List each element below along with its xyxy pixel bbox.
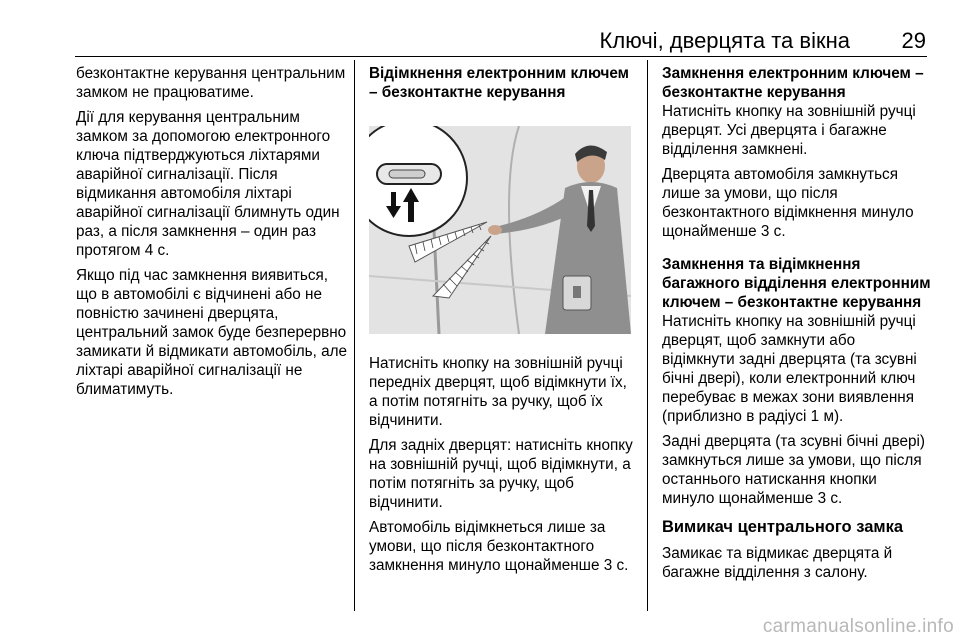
col3-paragraph-5: Замикає та відмикає дверцята й багажне відділення з салону. — [662, 545, 893, 581]
col2-paragraph-1: Натисніть кнопку на зовнішній ручці передніх дверцят, щоб відімкнути їх, а потім потягніть за ручку, щоб їх відчинити. — [369, 355, 627, 429]
col1-paragraph-3: Якщо під час замкнення виявиться, що в автомобілі є відчинені або не повністю зачинені дверцята, центральний замок буде безперервно замикати й відмикати автомобіль, але ліхтарі аварійної сигналізації не блиматимуть. — [76, 267, 348, 398]
header-rule — [75, 56, 927, 57]
column-3 — [662, 64, 932, 588]
column-divider-2 — [647, 60, 648, 611]
keyless-unlock-illustration — [369, 126, 631, 334]
col3-heading-2: Замкнення та відімкнення багажного відділення електронним ключем – безконтактне керування — [662, 256, 931, 311]
col3-heading-1: Замкнення електронним ключем – безконтактне керування — [662, 65, 924, 101]
column-divider-1 — [354, 60, 355, 611]
col3-paragraph-1: Натисніть кнопку на зовнішній ручці дверцят. Усі дверцята і багажне відділення замкнені. — [662, 103, 916, 158]
col3-heading-3: Вимикач центрального замка — [662, 518, 904, 536]
col2-heading: Відімкнення електронним ключем – безконтактне керування — [369, 65, 629, 101]
watermark: carmanualsonline.info — [762, 616, 954, 637]
door-handle-person-illustration — [369, 126, 631, 334]
col3-paragraph-4: Задні дверцята (та зсувні бічні двері) замкнуться лише за умови, що після останнього натискання кнопки минуло щонайменше 3 с. — [662, 433, 925, 507]
column-2 — [369, 64, 637, 581]
page-header — [0, 0, 960, 60]
page-title: Ключі, дверцята та вікна — [599, 28, 850, 53]
column-1 — [76, 64, 348, 405]
col3-paragraph-2: Дверцята автомобіля замкнуться лише за умови, що після безконтактного відімкнення минуло щонайменше 3 с. — [662, 166, 914, 240]
col2-paragraph-3: Автомобіль відімкнеться лише за умови, що після безконтактного замкнення минуло щонайменше 3 с. — [369, 519, 629, 574]
col2-paragraph-2: Для задніх дверцят: натисніть кнопку на зовнішній ручці, щоб відімкнути, а потім потягніть за ручку, щоб відчинити. — [369, 437, 633, 511]
page-number: 29 — [901, 28, 926, 53]
col1-paragraph-2: Дії для керування центральним замком за допомогою електронного ключа підтверджуються ліхтарями аварійної сигналізації. Після відмикання автомобіля ліхтарі аварійної сигналізації блимнуть один раз, а після замкнення – один раз протягом 4 с. — [76, 109, 340, 259]
col1-paragraph-1: безконтактне керування центральним замком не працюватиме. — [76, 65, 346, 101]
col3-paragraph-3: Натисніть кнопку на зовнішній ручці дверцят, щоб замкнути або відімкнути задні дверцята (та зсувні бічні двері), коли електронний ключ перебуває в межах зони виявлення (приблизно в радіусі 1 м). — [662, 313, 917, 425]
